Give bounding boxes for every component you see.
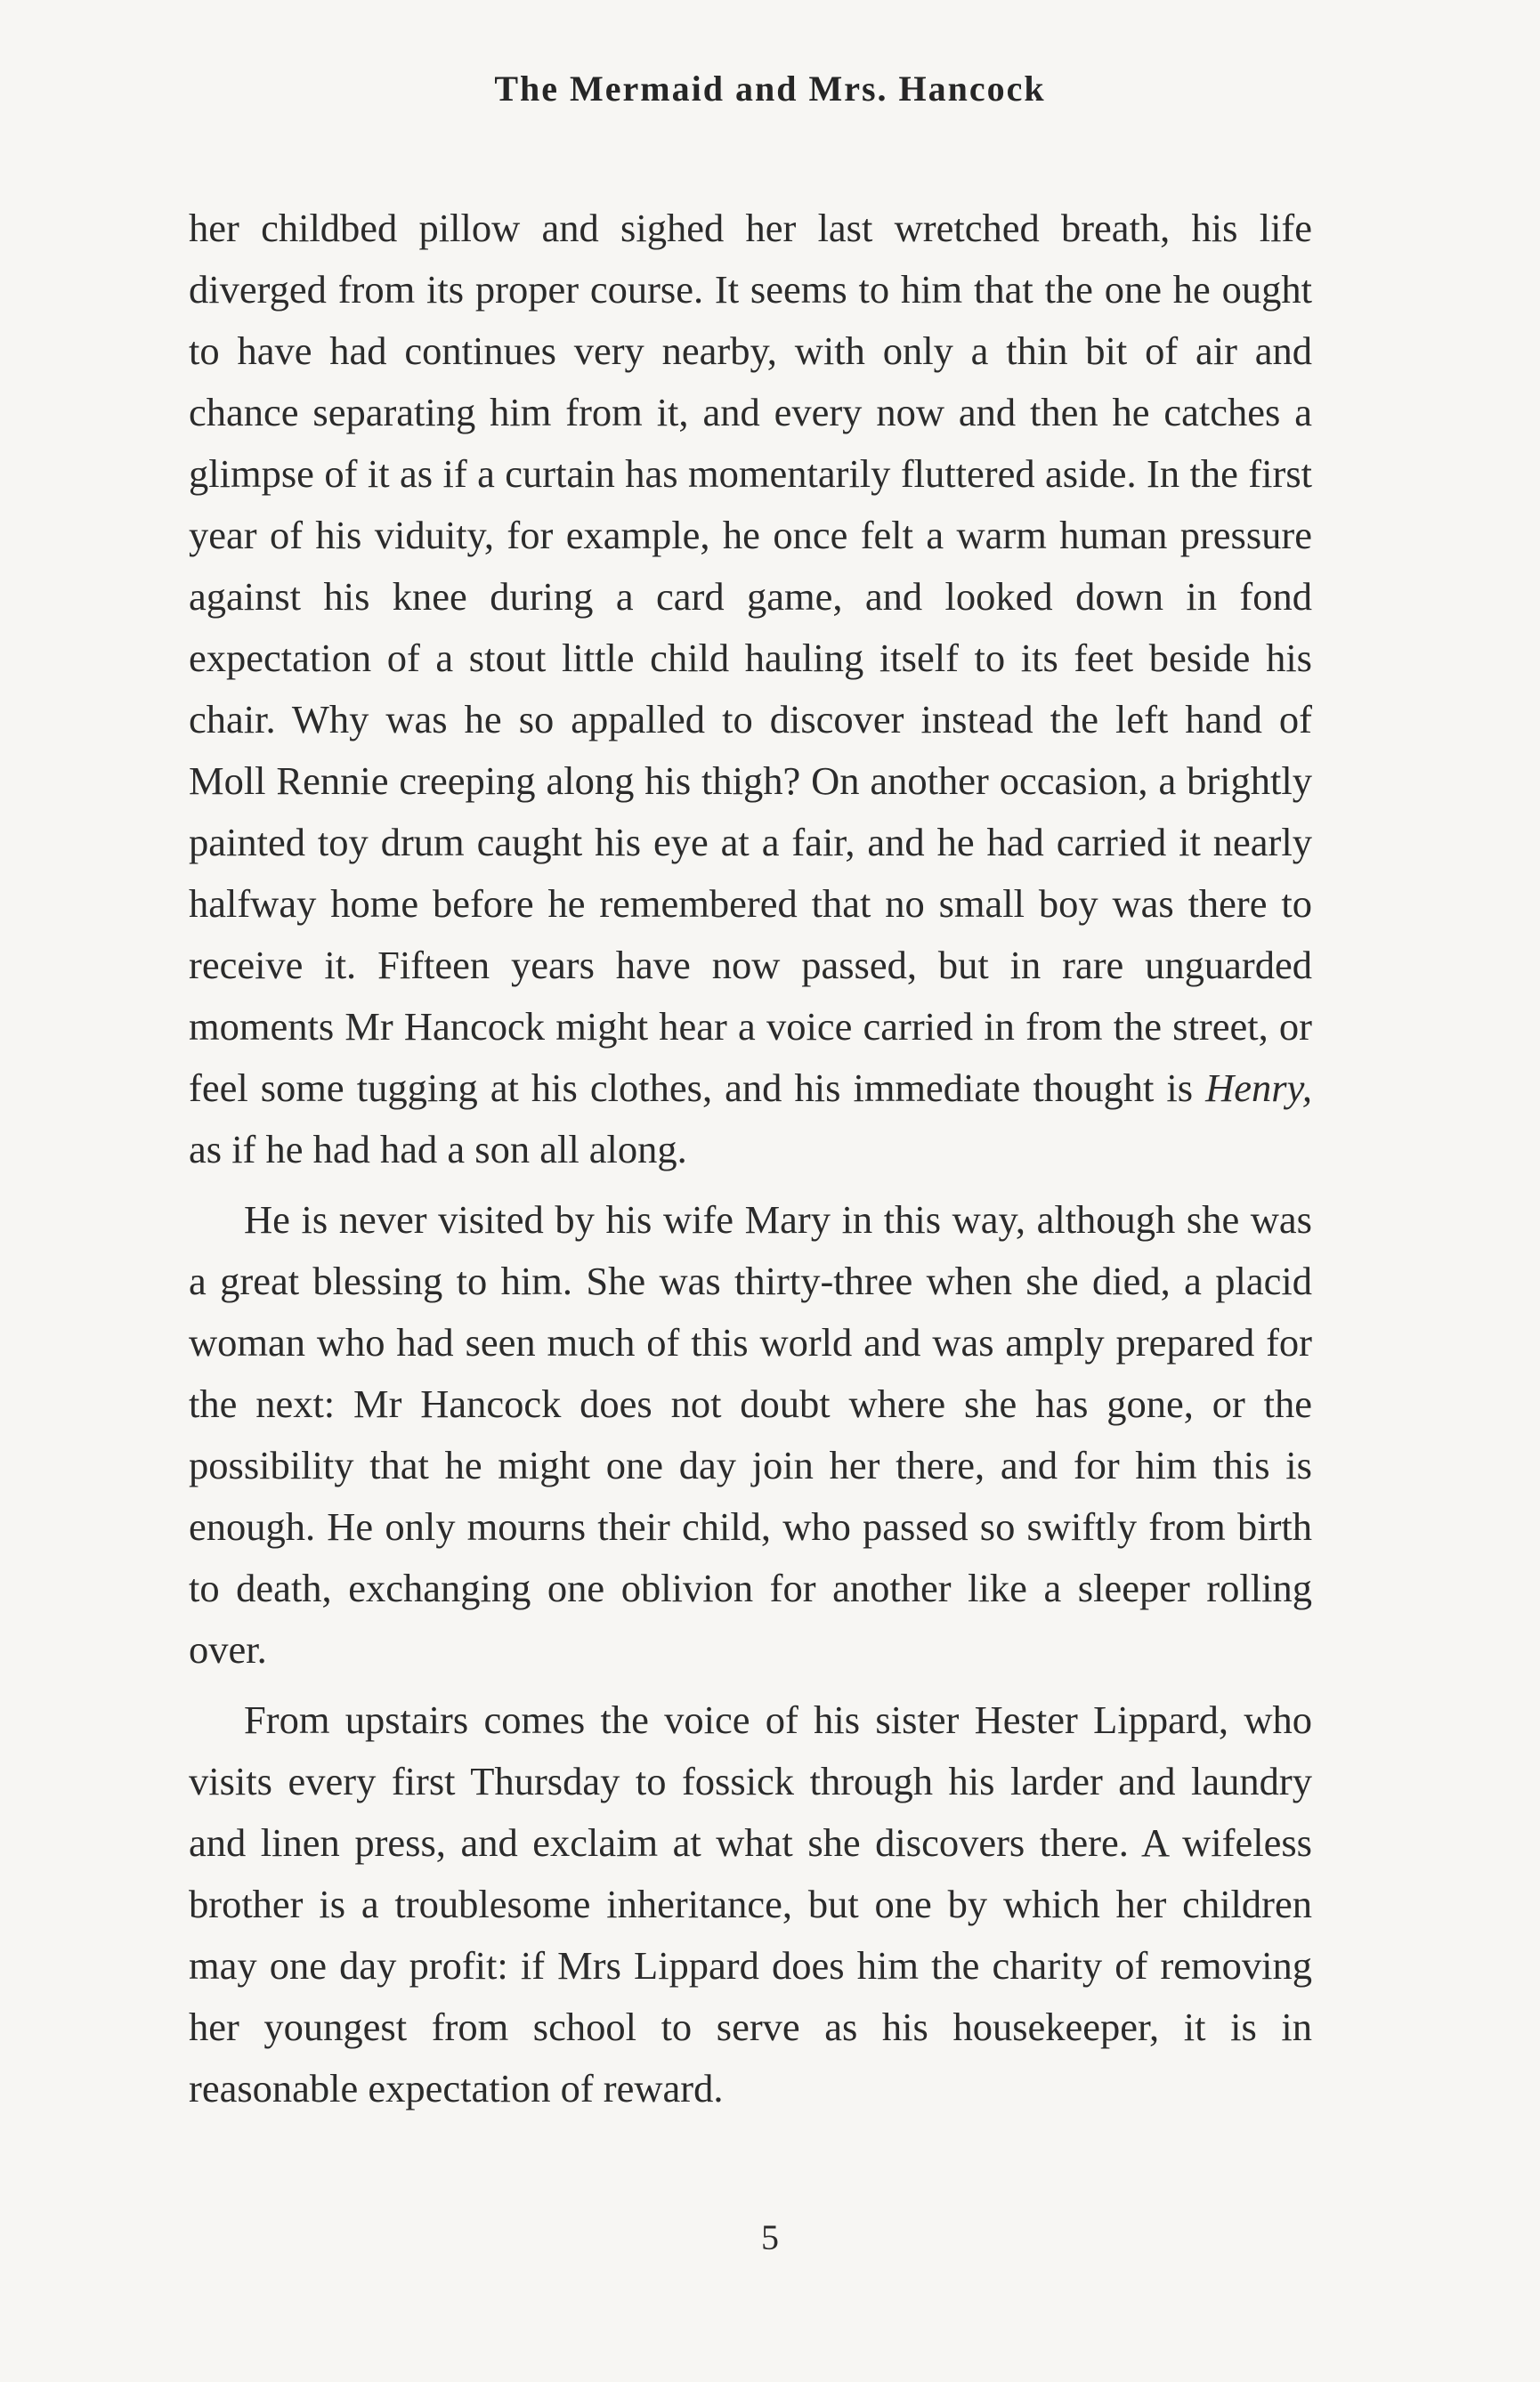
running-head-title: The Mermaid and Mrs. Hancock	[494, 69, 1046, 109]
body-text	[189, 198, 1312, 2119]
page-number: 5	[761, 2217, 779, 2257]
italic-name-henry: Henry,	[1205, 1065, 1312, 1110]
paragraph-1	[189, 198, 1312, 1180]
paragraph-1-text: her childbed pillow and sighed her last wretched breath, his life diverged from its proper course. It seems to him that the one he ought to have had continues very nearby, with only a thin bit of air and chance separating him from it, and every now and then he catches a glimpse of it as if a curtain has momentarily fluttered aside. In the first year of his viduity, for example, he once felt a warm human pressure against his knee during a card game, and looked down in fond expectation of a stout little child hauling itself to its feet beside his chair. Why was he so appalled to discover instead the left hand of Moll Rennie creeping along his thigh? On another occasion, a brightly painted toy drum caught his eye at a fair, and he had carried it nearly halfway home before he remembered that no small boy was there to receive it. Fifteen years have now passed, but in rare unguarded moments Mr Hancock might hear a voice carried in from the street, or feel some tugging at his clothes, and his immediate thought is	[189, 206, 1312, 1110]
paragraph-3: From upstairs comes the voice of his sister Hester Lippard, who visits every first Thursday to fossick through his larder and laundry and linen press, and exclaim at what she discovers there. A wifeless brother is a troublesome inheritance, but one by which her children may one day profit: if Mrs Lippard does him the charity of removing her youngest from school to serve as his housekeeper, it is in reasonable expectation of reward.	[189, 1697, 1312, 2111]
paragraph-1-ending: as if he had had a son all along.	[189, 1127, 687, 1171]
paragraph-2: He is never visited by his wife Mary in this way, although she was a great blessing to him. She was thirty-three when she died, a placid woman who had seen much of this world and was amply prepared for the next: Mr Hancock does not doubt where she has gone, or the possibility that he might one day join her there, and for him this is enough. He only mourns their child, who passed so swiftly from birth to death, exchanging one oblivion for another like a sleeper rolling over.	[189, 1197, 1312, 1672]
